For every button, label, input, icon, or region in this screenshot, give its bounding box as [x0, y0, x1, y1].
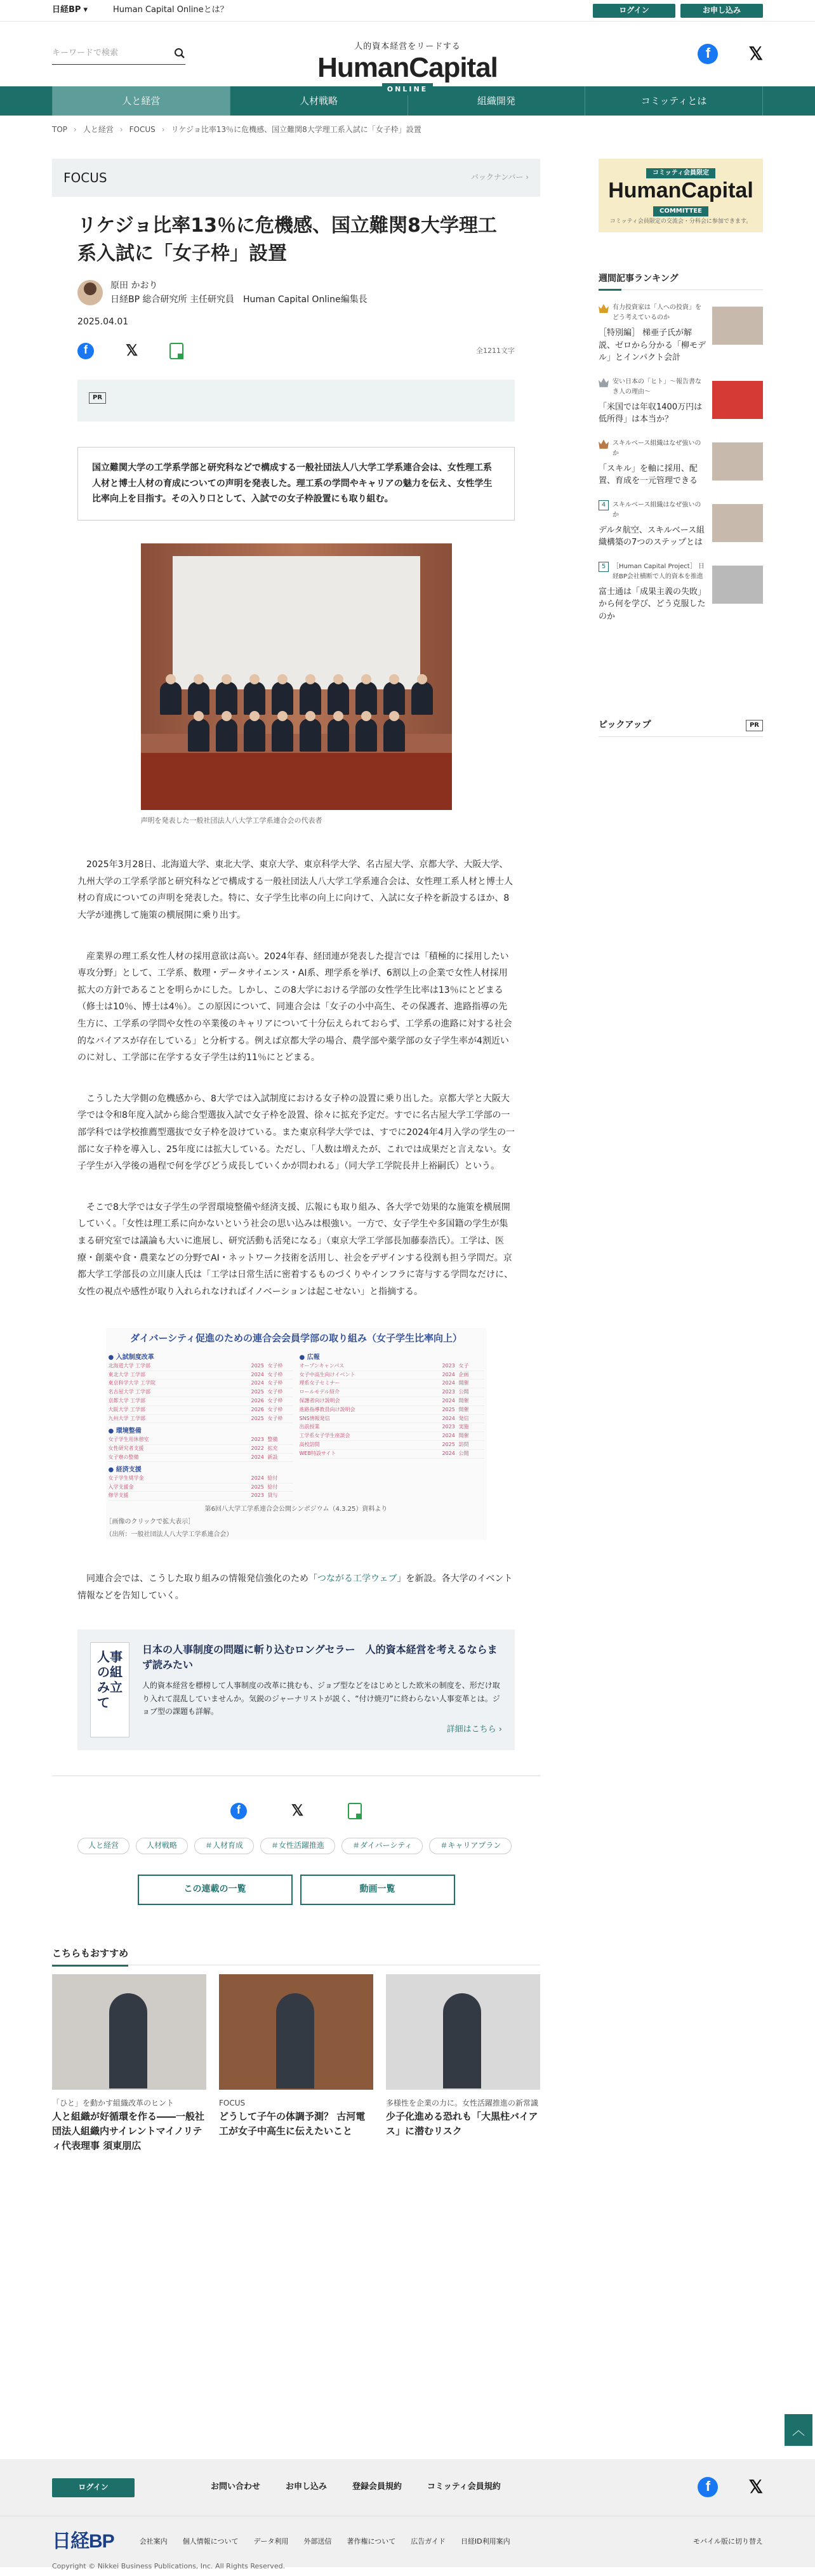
ranking-item[interactable]: [599, 439, 763, 488]
crown-silver-icon: [599, 377, 609, 387]
diagram-cell: 北海道大学 工学部: [108, 1362, 151, 1369]
diagram-cell: 公開: [458, 1389, 469, 1395]
logo-sub: ONLINE: [382, 83, 433, 96]
diagram-cell: 2025: [442, 1442, 455, 1447]
diagram-cell: 2025: [251, 1362, 264, 1369]
char-count: 全1211文字: [476, 347, 515, 355]
diagram-cell: 女子枠: [267, 1398, 283, 1404]
recommend-heading: こちらもおすすめ: [52, 1946, 128, 1967]
chevron-right-icon: ›: [74, 125, 77, 135]
search-placeholder: キーワードで検索: [52, 48, 119, 58]
closing-text: 」を新設。各大学のイベント情報などを告知していく。: [77, 1574, 513, 1601]
diagram-row: [109, 1484, 293, 1492]
diagram-cell: 2024: [251, 1371, 264, 1378]
back-to-top-button[interactable]: [785, 2414, 812, 2446]
photo-table: [141, 753, 452, 810]
breadcrumb-people[interactable]: 人と経営: [83, 125, 114, 135]
search-icon[interactable]: [174, 48, 185, 59]
diagram-caption: 第6回八大学工学系連合会公開シンポジウム（4.3.25）資料より: [204, 1506, 388, 1513]
tag[interactable]: ＃ダイバーシティ: [341, 1838, 423, 1854]
footer-link[interactable]: 外部送信: [303, 2537, 332, 2546]
ranking-title: 「米国では年収1400万円は低所得」は本当か？: [599, 402, 703, 425]
recommend-title: 少子化進める恐れも「大黒柱バイアス」に潜むリスク: [386, 2110, 538, 2137]
diagram-row: [109, 1388, 293, 1397]
tag[interactable]: ＃キャリアプラン: [429, 1838, 512, 1854]
footer-link[interactable]: お申し込み: [286, 2482, 328, 2492]
nav-item-org-development[interactable]: 組織開発: [408, 86, 586, 116]
login-button[interactable]: ログイン: [593, 4, 675, 18]
main-nav: [0, 86, 815, 116]
diagram-section-heading: ● 経済支援: [108, 1466, 142, 1474]
diagram-cell: 女子寮の整備: [108, 1454, 139, 1460]
recommend-image: [386, 1974, 540, 2090]
diagram-cell: 名古屋大学 工学部: [108, 1389, 151, 1395]
nikkei-bp-logo[interactable]: 日経BP: [52, 2531, 114, 2552]
diagram-cell: 2024: [442, 1371, 455, 1378]
avatar: [77, 280, 103, 305]
sidebar: [599, 159, 763, 2154]
diagram-cell: 2023: [442, 1389, 455, 1395]
diagram-cell: 拡充: [267, 1445, 278, 1451]
recommend-image: [219, 1974, 373, 2090]
logo-text: HumanCapital: [317, 51, 498, 83]
diagram-row: [300, 1415, 484, 1424]
diagram-cell: 企画: [458, 1371, 469, 1378]
ad-logo: HumanCapital: [608, 178, 753, 203]
ranking-title: 「スキル」を軸に採用、配置、育成を一元管理できる: [599, 463, 698, 486]
diagram-row: [300, 1441, 484, 1450]
brand-label: 日経BP: [52, 5, 81, 15]
diagram-cell: 整備: [267, 1436, 278, 1442]
footer-link[interactable]: 会社案内: [139, 2537, 168, 2546]
chevron-up-icon: ︿: [792, 2422, 805, 2438]
x-share-icon[interactable]: 𝕏: [126, 342, 138, 359]
diagram-cell: 進路指導教員向け説明会: [299, 1406, 355, 1412]
diagram-cell: 訪問: [458, 1442, 469, 1447]
diagram-section-heading: ● 入試制度改革: [108, 1354, 154, 1362]
tag[interactable]: ＃人材育成: [194, 1838, 254, 1854]
diagram-enlarge-note: ［画像のクリックで拡大表示］: [105, 1518, 195, 1526]
diagram-cell: 発信: [458, 1415, 469, 1421]
book-cover: 人事の組み立て: [90, 1642, 129, 1737]
article-photo: [141, 543, 452, 827]
ranking-thumb: [712, 504, 763, 542]
ranking-item[interactable]: [599, 303, 763, 364]
closing-paragraph: [77, 1570, 515, 1604]
diagram-row: [300, 1379, 484, 1388]
diagram-row: [300, 1362, 484, 1371]
diagram-cell: 女性研究者支援: [108, 1445, 144, 1451]
diagram-row: [109, 1371, 293, 1380]
breadcrumb-top[interactable]: TOP: [52, 125, 68, 135]
breadcrumb-focus[interactable]: FOCUS: [129, 125, 156, 135]
diagram-cell: 2025: [251, 1415, 264, 1421]
diagram-cell: 2024: [442, 1415, 455, 1421]
promo-more-link[interactable]: 詳細はこちら ›: [446, 1724, 502, 1734]
diagram-row: [300, 1388, 484, 1397]
ranking-thumb: [712, 566, 763, 604]
nav-item-committee[interactable]: コミッティとは: [585, 86, 763, 116]
recommend-title: どうして子午の体調予測？ 古河電工が女子中高生に伝えたいこと: [219, 2110, 366, 2137]
diagram-cell: 開催: [458, 1380, 469, 1386]
diagram-cell: 公開: [458, 1450, 469, 1456]
pr-box: [77, 380, 515, 422]
diagram-cell: 2025: [251, 1484, 264, 1490]
logo-tagline: 人的資本経営をリードする: [354, 42, 461, 51]
footer-link[interactable]: 広告ガイド: [411, 2537, 446, 2546]
ranking-kicker: 有力投資家は「人への投資」をどう考えているのか: [613, 304, 701, 322]
closing-text: 同連合会では、こうした取り組みの情報発信強化のため「: [86, 1574, 317, 1584]
tag-list: [52, 1838, 540, 1854]
initiatives-diagram[interactable]: [106, 1328, 487, 1540]
copyright: Copyright © Nikkei Business Publications, Inc. All Rights Reserved.: [52, 2562, 286, 2570]
diagram-row: [109, 1475, 293, 1484]
chevron-down-icon: ▾: [83, 5, 88, 15]
ranking-item[interactable]: [599, 377, 763, 426]
diagram-cell: 女子枠: [267, 1380, 283, 1386]
brand-menu[interactable]: [52, 4, 88, 17]
diagram-cell: 開催: [458, 1433, 469, 1439]
x-icon[interactable]: 𝕏: [748, 43, 763, 63]
ranking-title: 富士通は「成果主義の失敗」から何を学び、どう克服したのか: [599, 587, 706, 621]
diagram-section-heading: ● 環境整備: [108, 1428, 142, 1435]
committee-ad[interactable]: [599, 159, 763, 232]
diagram-row: [109, 1379, 293, 1388]
footer-link[interactable]: データ利用: [253, 2537, 289, 2546]
diagram-row: [300, 1397, 484, 1406]
recommend-kicker: 「ひと」を動かす組織改革のヒント: [52, 2098, 175, 2108]
diagram-cell: SNS情報発信: [299, 1415, 330, 1421]
ranking-thumb: [712, 307, 763, 345]
video-list-button[interactable]: 動画一覧: [300, 1875, 455, 1905]
nav-item-talent-strategy[interactable]: 人材戦略: [230, 86, 408, 116]
backnumber-label: バックナンバー: [470, 173, 524, 182]
site-header: [0, 22, 815, 93]
main-content: [52, 159, 540, 2154]
diagram-row: [109, 1436, 293, 1445]
paragraph: 2025年3月28日、北海道大学、東北大学、東京大学、東京科学大学、名古屋大学、京都大学、大阪大学、九州大学の工学系学部と研究科などで構成する一般社団法人八大学工学系連合会は、女性理工系人材と博士人材の育成についての声明を発表した。特に、女子学生比率の向上に向けて、入試に女子枠を新設するほか、8大学が連携して施策の横展開に乗り出す。: [77, 860, 513, 921]
diagram-cell: 女子学生奨学金: [108, 1475, 144, 1481]
diagram-cell: 2024: [251, 1380, 264, 1386]
diagram-right-column: [300, 1350, 484, 1501]
pr-badge: PR: [89, 392, 106, 404]
promo-heading: 日本の人事制度の問題に斬り込むロングセラー 人的資本経営を考えるならまず読みたい: [142, 1643, 498, 1671]
recommend-title: 人と組織が好循環を作る――一般社団法人組織内サイレントマイノリティ代表理事 須東朋広: [52, 2110, 205, 2152]
pr-badge: PR: [746, 720, 763, 731]
pickup-label: ピックアップ: [599, 720, 651, 731]
diagram-cell: 2024: [442, 1380, 455, 1386]
recommend-image: [52, 1974, 206, 2090]
ranking-thumb: [712, 381, 763, 419]
diagram-cell: 女子中高生向けイベント: [299, 1371, 355, 1378]
ranking-kicker: 安い日本の「ヒト」～報告書なき人の理由～: [613, 378, 701, 395]
diagram-cell: 2024: [442, 1450, 455, 1456]
nav-item-people-management[interactable]: 人と経営: [52, 86, 230, 116]
diagram-cell: 給付: [267, 1475, 278, 1481]
diagram-cell: 東京科学大学 工学院: [108, 1380, 156, 1386]
footer-link[interactable]: コミッティ会員規約: [427, 2482, 501, 2492]
diagram-cell: 開催: [458, 1406, 469, 1412]
diagram-row: [300, 1450, 484, 1459]
photo-screen: [173, 556, 420, 689]
series-list-button[interactable]: この連載の一覧: [138, 1875, 293, 1905]
diagram-cell: オープンキャンパス: [299, 1362, 345, 1369]
diagram-row: [109, 1445, 293, 1454]
recommend-card[interactable]: [386, 1974, 540, 2154]
footer: [0, 2459, 815, 2570]
diagram-section-heading: ● 広報: [299, 1354, 320, 1362]
category-bar: [52, 159, 540, 197]
diagram-cell: 入学支援金: [108, 1484, 134, 1490]
facebook-share-icon[interactable]: f: [230, 1803, 247, 1819]
share-bar-bottom: [52, 1776, 540, 1826]
recommendations: [52, 1946, 540, 2154]
diagram-cell: 出前授業: [299, 1424, 320, 1430]
breadcrumb: [0, 116, 815, 145]
ranking-item[interactable]: [599, 500, 763, 549]
footer-link[interactable]: 著作権について: [347, 2537, 396, 2546]
backnumber-link[interactable]: バックナンバー ›: [470, 173, 529, 182]
diagram-cell: 保護者向け説明会: [299, 1398, 340, 1404]
paragraph: こうした大学側の危機感から、8大学では入試制度における女子枠の設置に乗り出した。京都大学と大阪大学では令和8年度入試から総合型選抜入試で女子枠を設置、徐々に拡充予定だ。すでに名古屋大学工学部の一部学科では学校推薦型選抜で女子枠を設けている。また東京科学大学では、すでに2024年4月入学の学生の一部に女子枠を導入し、25年度には拡大している。ただし、「人数は増えたが、これでは成果だと言えない。女子学生が入学後の過程で何を学びどう成長していくかが問われる」（同大学工学院長井上裕嗣氏）という。: [77, 1093, 515, 1172]
article-title: リケジョ比率13％に危機感、国立難関8大学理工系入試に「女子枠」設置: [77, 215, 497, 265]
rank-number: 5: [599, 562, 609, 572]
paragraph: 産業界の理工系女性人材の採用意欲は高い。2024年春、経団連が発表した提言では「積極的に採用したい専攻分野」として、工学系、数理・データサイエンス・AI系、理学系を挙げ、6割以上の企業で女性人材採用拡大の方針であることを明らかにした。しかし、この8大学における学部の女性学生比率は13％にとどまる（修士は10％、博士は4％）。この原因について、同連合会は「女子の小中高生、その保護者、進路指導の先生方に、工学系の学問や女性の卒業後のキャリアについて十分伝えられておらず、工学系の進路に対する社会的なバイアスが存在している」と分析する。例えば京都大学の場合、農学部や薬学部の女子学生率が4割近いのに対し、工学部に在学する女子学生は約11％にとどまる。: [77, 951, 512, 1063]
recommend-card[interactable]: [52, 1974, 206, 2154]
ranking-kicker: ［Human Capital Project］ 日経BP会社横断で人的資本を推進: [613, 562, 705, 580]
diagram-row: [109, 1362, 293, 1371]
diagram-cell: 理系女子セミナー: [299, 1380, 340, 1386]
recommend-kicker: 多様性を企業の力に。女性活躍推進の新常識: [386, 2098, 539, 2108]
diagram-cell: 2025: [442, 1406, 455, 1412]
chevron-right-icon: ›: [119, 125, 123, 135]
diagram-cell: WEB特設サイト: [299, 1450, 336, 1456]
footer-login-button[interactable]: ログイン: [52, 2478, 135, 2497]
diagram-cell: 2023: [442, 1362, 455, 1369]
facebook-share-icon[interactable]: f: [77, 343, 94, 359]
paragraph: そこで8大学では女子学生の学習環境整備や経済支援、広報にも取り組み、各大学で効果的な施策を横展開していく。「女性は理工系に向かないという社会の思い込みは根強い。一方で、女子学生や多国籍の学生が集まる研究室では議論も大いに進展し、研究活動も活発になる」（東京大学工学部長加藤泰浩氏）。工学は、医療・創薬や食・農業などの分野でAI・ネットワーク技術を活用し、社会をデザインする役割も担う学問だ。京都大学工学部長の立川康人氏は「工学は日常生活に密着するものづくりやインフラに寄与する学問なだけに、女性の視点や感性が取り入れられなければイノベーションは起こせない」と指摘する。: [77, 1202, 513, 1297]
x-icon[interactable]: 𝕏: [748, 2477, 763, 2497]
book-promo[interactable]: [77, 1630, 515, 1750]
publish-date: 2025.04.01: [77, 316, 129, 327]
diagram-cell: 女子枠: [267, 1406, 283, 1412]
x-share-icon[interactable]: 𝕏: [291, 1802, 304, 1819]
diagram-cell: ロールモデル紹介: [299, 1389, 340, 1395]
tag[interactable]: 人と経営: [77, 1838, 129, 1854]
promo-desc: 人的資本経営を標榜して人事制度の改革に挑むも、ジョブ型などをはじめとした欧米の制度を、形だけ取り入れて混乱していませんか。気鋭のジャーナリストが説く、“付け焼刃”に終わらない人事変革とは。ジョブ型の課題も詳解。: [142, 1681, 500, 1716]
diagram-cell: 工学系女子学生座談会: [299, 1433, 350, 1439]
search-input[interactable]: [52, 43, 185, 65]
ranking-kicker: スキルベース組織はなぜ強いのか: [613, 439, 701, 457]
diagram-row: [109, 1397, 293, 1406]
author-name: 原田 かおり: [110, 281, 158, 291]
diagram-cell: 女子: [458, 1362, 469, 1369]
article-lead: 国立難関大学の工学系学部と研究科などで構成する一般社団法人八大学工学系連合会は、女性理工系人材と博士人材の育成についての声明を発表した。理工系の学問やキャリアの魅力を伝え、女性学生比率向上を目指す。その入り口として、入試での女子枠設置にも取り組む。: [77, 447, 515, 521]
diagram-cell: 2024: [442, 1433, 455, 1439]
diagram-row: [109, 1415, 293, 1424]
crown-gold-icon: [599, 303, 609, 313]
diagram-cell: 給付: [267, 1484, 278, 1490]
diagram-row: [109, 1406, 293, 1415]
footer-link[interactable]: 個人情報について: [182, 2537, 239, 2546]
note-share-icon[interactable]: [348, 1803, 362, 1819]
diagram-cell: 2025: [251, 1389, 264, 1395]
note-share-icon[interactable]: [169, 343, 183, 359]
diagram-cell: 貸与: [267, 1492, 278, 1499]
footer-link[interactable]: 日経ID利用案内: [460, 2537, 510, 2546]
diagram-left-column: [109, 1350, 293, 1501]
ad-desc: コミッティ会員限定の交流会・分科会に参加できます。: [609, 218, 752, 225]
diagram-cell: 女子枠: [267, 1371, 283, 1378]
recommend-card[interactable]: [219, 1974, 373, 2154]
diagram-cell: 東北大学 工学部: [108, 1371, 146, 1378]
ranking-title: デルタ航空、スキルベース組織構築の7つのステップとは: [599, 525, 705, 548]
tag[interactable]: 人材戦略: [136, 1838, 188, 1854]
share-bar: [77, 342, 515, 361]
category-label: FOCUS: [63, 170, 107, 185]
ranking-kicker: スキルベース組織はなぜ強いのか: [613, 501, 701, 519]
diagram-row: [109, 1492, 293, 1501]
diagram-cell: 女子枠: [267, 1389, 283, 1395]
diagram-cell: 2026: [251, 1406, 264, 1412]
ad-logo-sub: COMMITTEE: [653, 206, 708, 216]
topbar: [0, 0, 815, 22]
ad-badge: コミッティ会員限定: [646, 168, 715, 178]
diagram-cell: 女子枠: [267, 1415, 283, 1421]
diagram-cell: 2024: [251, 1454, 264, 1460]
press-conference-image[interactable]: [141, 543, 452, 810]
mobile-switch-link[interactable]: モバイル版に切り替え: [693, 2537, 763, 2546]
diagram-row: [300, 1423, 484, 1432]
diagram-cell: 2024: [442, 1398, 455, 1404]
diagram-cell: 2023: [251, 1436, 264, 1442]
diagram-cell: 2022: [251, 1445, 264, 1451]
ranking-thumb: [712, 442, 763, 481]
diagram-title: ダイバーシティ促進のための連合会会員学部の取り組み（女子学生比率向上）: [130, 1332, 462, 1344]
breadcrumb-current: リケジョ比率13％に危機感、国立難関8大学理工系入試に「女子枠」設置: [171, 125, 421, 135]
diagram-row: [300, 1432, 484, 1441]
diagram-source: （出所：一般社団法人八大学工学系連合会）: [105, 1531, 233, 1539]
tsunagaru-web-link[interactable]: つながる工学ウェブ: [317, 1574, 397, 1584]
diagram-cell: 2024: [251, 1475, 264, 1481]
photo-caption: 声明を発表した一般社団法人八大学工学系連合会の代表者: [140, 816, 322, 825]
photo-people: [141, 682, 452, 752]
pickup-heading: [599, 718, 763, 736]
author-role: 日経BP 総合研究所 主任研究員 Human Capital Online編集長: [110, 295, 368, 305]
footer-link[interactable]: 登録会員規約: [352, 2482, 402, 2492]
chevron-right-icon: ›: [161, 125, 165, 135]
author: [77, 279, 515, 307]
about-link[interactable]: Human Capital Onlineとは？: [112, 5, 229, 15]
diagram-cell: 2023: [251, 1492, 264, 1499]
diagram-cell: 九州大学 工学部: [108, 1415, 146, 1421]
ranking-title: ［特別編］ 梯亜子氏が解説、ゼロから分かる「柳モデル」とインパクト会計: [599, 328, 706, 363]
diagram-cell: 大阪大学 工学部: [108, 1406, 146, 1412]
diagram-row: [300, 1371, 484, 1380]
diagram-cell: 女子枠: [267, 1362, 283, 1369]
rank-number: 4: [599, 500, 609, 510]
article-body: [77, 856, 515, 1300]
diagram-cell: 新設: [267, 1454, 278, 1460]
ranking-heading: 週間記事ランキング: [599, 272, 763, 290]
diagram-row: [300, 1406, 484, 1415]
diagram-cell: 京都大学 工学部: [108, 1398, 146, 1404]
diagram-cell: 修学支援: [108, 1492, 129, 1499]
diagram-cell: 女子学生用休憩室: [108, 1436, 149, 1442]
article-closing: [77, 1570, 515, 1604]
diagram-cell: 2023: [442, 1424, 455, 1430]
diagram-cell: 実施: [458, 1424, 469, 1430]
recommend-kicker: FOCUS: [219, 2098, 246, 2108]
diagram-cell: 高校訪問: [299, 1442, 320, 1447]
crown-bronze-icon: [599, 439, 609, 449]
apply-button[interactable]: お申し込み: [680, 4, 763, 18]
facebook-icon[interactable]: f: [698, 44, 718, 64]
footer-link[interactable]: お問い合わせ: [211, 2482, 261, 2492]
diagram-cell: 開催: [458, 1398, 469, 1404]
diagram-row: [109, 1454, 293, 1463]
facebook-icon[interactable]: f: [698, 2477, 718, 2497]
tag[interactable]: ＃女性活躍推進: [260, 1838, 335, 1854]
diagram-cell: 2026: [251, 1398, 264, 1404]
ranking-item[interactable]: [599, 562, 763, 623]
